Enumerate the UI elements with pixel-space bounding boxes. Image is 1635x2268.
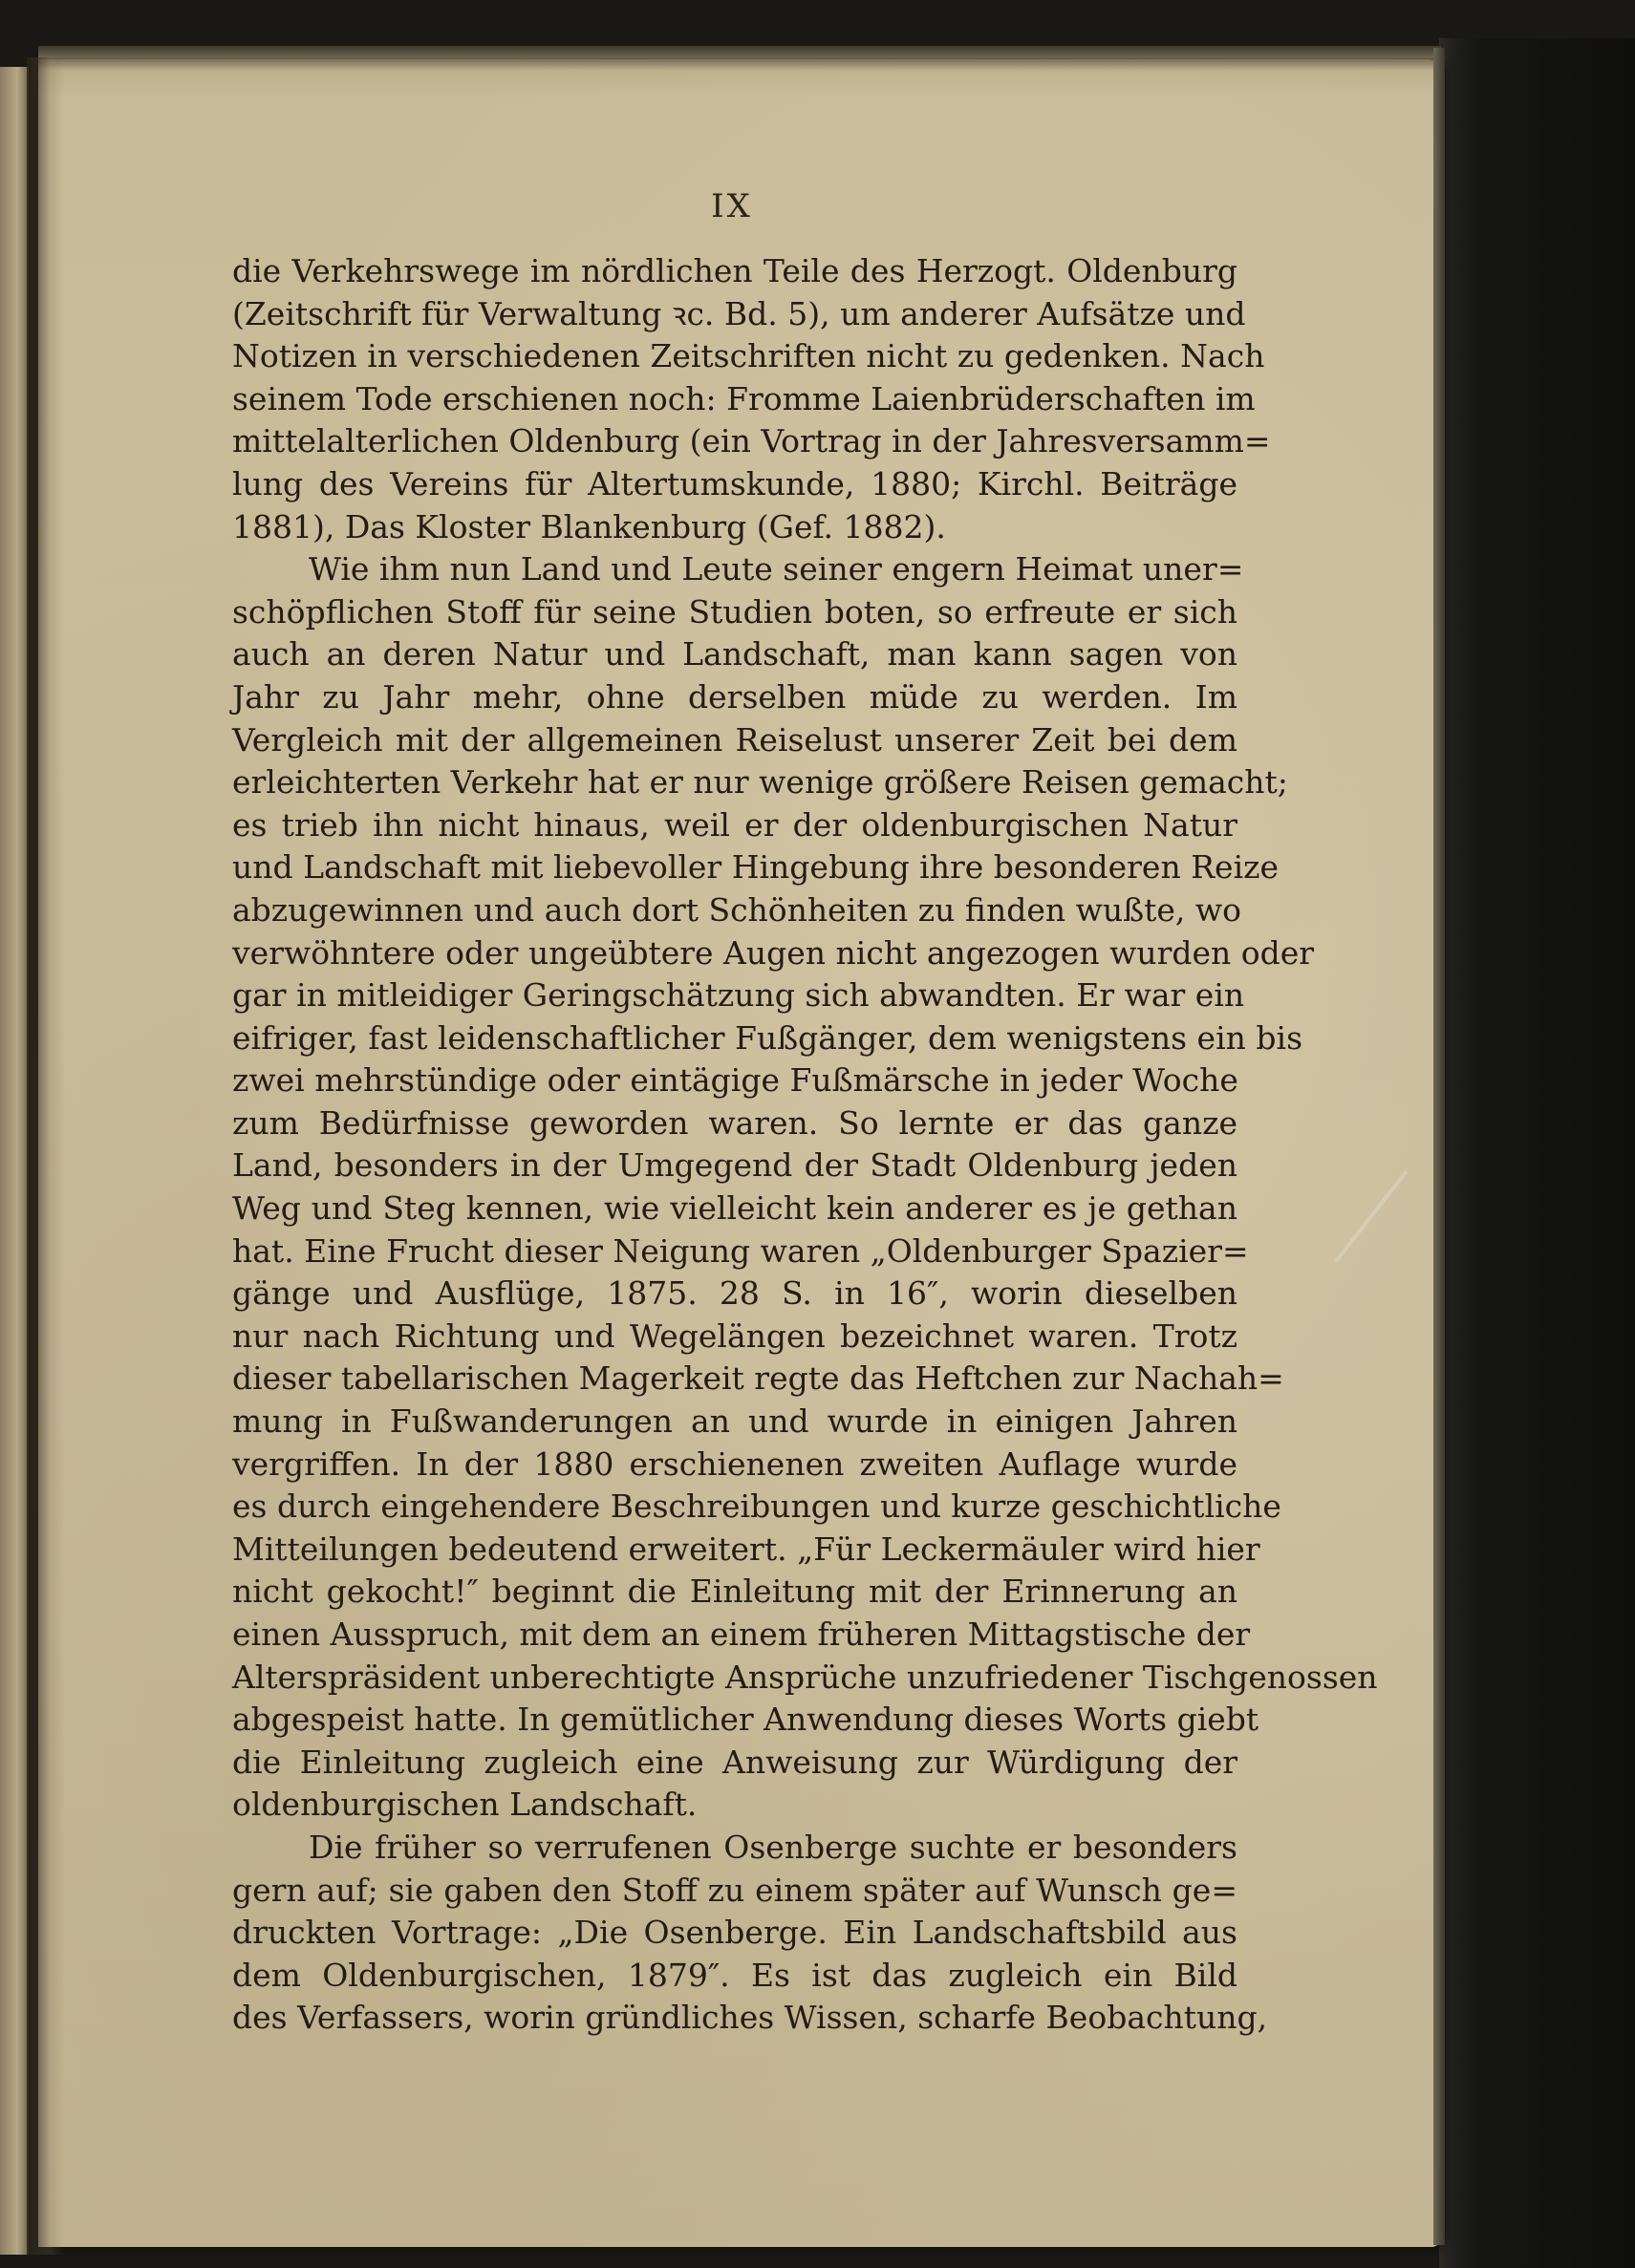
text-line: druckten Vortrage: „Die Osenberge. Ein Landschaftsbild aus: [232, 1914, 1237, 1952]
text-line: nur nach Richtung und Wegelängen bezeichnet waren. Trotz: [232, 1316, 1237, 1355]
text-line: mung in Fußwanderungen an und wurde in einigen Jahren: [232, 1402, 1237, 1441]
text-line: Land, besonders in der Umgegend der Stadt Oldenburg jeden: [232, 1146, 1237, 1185]
text-line: seinem Tode erschienen noch: Fromme Laienbrüderschaften im: [232, 379, 1256, 417]
cover-rim: [1433, 48, 1445, 2245]
text-line: abzugewinnen und auch dort Schönheiten zu finden wußte, wo: [232, 890, 1242, 929]
text-line: Jahr zu Jahr mehr, ohne derselben müde zu werden. Im: [232, 677, 1237, 716]
text-line: Die früher so verrufenen Osenberge suchte er besonders: [309, 1828, 1237, 1866]
text-line: gern auf; sie gaben den Stoff zu einem später auf Wunsch ge=: [232, 1871, 1237, 1909]
text-line: zwei mehrstündige oder eintägige Fußmärsche in jeder Woche: [232, 1061, 1238, 1100]
text-line: eifriger, fast leidenschaftlicher Fußgänger, dem wenigstens ein bis: [232, 1018, 1303, 1057]
previous-page-edge: [0, 67, 29, 2255]
text-line: des Verfassers, worin gründliches Wissen, scharfe Beobachtung,: [232, 1999, 1268, 2037]
text-line: lung des Vereins für Altertumskunde, 1880; Kirchl. Beiträge: [232, 464, 1237, 503]
text-line: dem Oldenburgischen, 1879″. Es ist das zugleich ein Bild: [232, 1956, 1237, 1994]
text-line: mittelalterlichen Oldenburg (ein Vortrag in der Jahresversamm=: [232, 422, 1271, 460]
text-line: es trieb ihn nicht hinaus, weil er der oldenburgischen Natur: [232, 805, 1237, 844]
book-cover-edge: [1439, 38, 1635, 2268]
body-text: [232, 250, 1378, 2040]
text-line: es durch eingehendere Beschreibungen und kurze geschichtliche: [232, 1487, 1281, 1526]
text-line: und Landschaft mit liebevoller Hingebung ihre besonderen Reize: [232, 848, 1280, 887]
text-line: abgespeist hatte. In gemütlicher Anwendung dieses Worts giebt: [232, 1701, 1259, 1739]
text-line: gar in mitleidiger Geringschätzung sich abwandten. Er war ein: [232, 976, 1245, 1015]
text-line: (Zeitschrift für Verwaltung ꝛc. Bd. 5), um anderer Aufsätze und: [232, 294, 1246, 332]
text-line: dieser tabellarischen Magerkeit regte das Heftchen zur Nachah=: [232, 1359, 1284, 1398]
text-line: 1881), Das Kloster Blankenburg (Gef. 1882).: [232, 507, 946, 546]
text-line: Alterspräsident unberechtigte Ansprüche unzufriedener Tischgenossen: [232, 1658, 1378, 1696]
text-line: verwöhntere oder ungeübtere Augen nicht angezogen wurden oder: [232, 933, 1315, 972]
page-top-edge: [38, 46, 1441, 71]
text-line: auch an deren Natur und Landschaft, man kann sagen von: [232, 635, 1237, 674]
binding-gutter: [27, 57, 65, 2255]
text-line: Wie ihm nun Land und Leute seiner engern Heimat uner=: [309, 550, 1244, 588]
text-line: zum Bedürfnisse geworden waren. So lernte er das ganze: [232, 1103, 1237, 1142]
text-line: gänge und Ausflüge, 1875. 28 S. in 16″, worin dieselben: [232, 1274, 1237, 1313]
text-line: Weg und Steg kennen, wie vielleicht kein anderer es je gethan: [232, 1189, 1237, 1228]
text-line: einen Ausspruch, mit dem an einem früheren Mittagstische der: [232, 1615, 1251, 1653]
text-line: erleichterten Verkehr hat er nur wenige größere Reisen gemacht;: [232, 763, 1288, 802]
text-line: vergriffen. In der 1880 erschienenen zweiten Auflage wurde: [232, 1444, 1237, 1483]
text-line: schöpflichen Stoff für seine Studien boten, so erfreute er sich: [232, 592, 1237, 631]
text-line: Mitteilungen bedeutend erweitert. „Für Leckermäuler wird hier: [232, 1530, 1260, 1568]
page-number: IX: [711, 187, 753, 225]
text-line: die Verkehrswege im nördlichen Teile des Herzogt. Oldenburg: [232, 252, 1237, 289]
text-line: Vergleich mit der allgemeinen Reiselust unserer Zeit bei dem: [232, 720, 1237, 759]
text-line: oldenburgischen Landschaft.: [232, 1786, 698, 1824]
text-line: die Einleitung zugleich eine Anweisung zur Würdigung der: [232, 1743, 1237, 1781]
text-line: Notizen in verschiedenen Zeitschriften nicht zu gedenken. Nach: [232, 337, 1265, 375]
text-line: nicht gekocht!″ beginnt die Einleitung mit der Erinnerung an: [232, 1573, 1237, 1611]
text-line: hat. Eine Frucht dieser Neigung waren „Oldenburger Spazier=: [232, 1231, 1249, 1270]
